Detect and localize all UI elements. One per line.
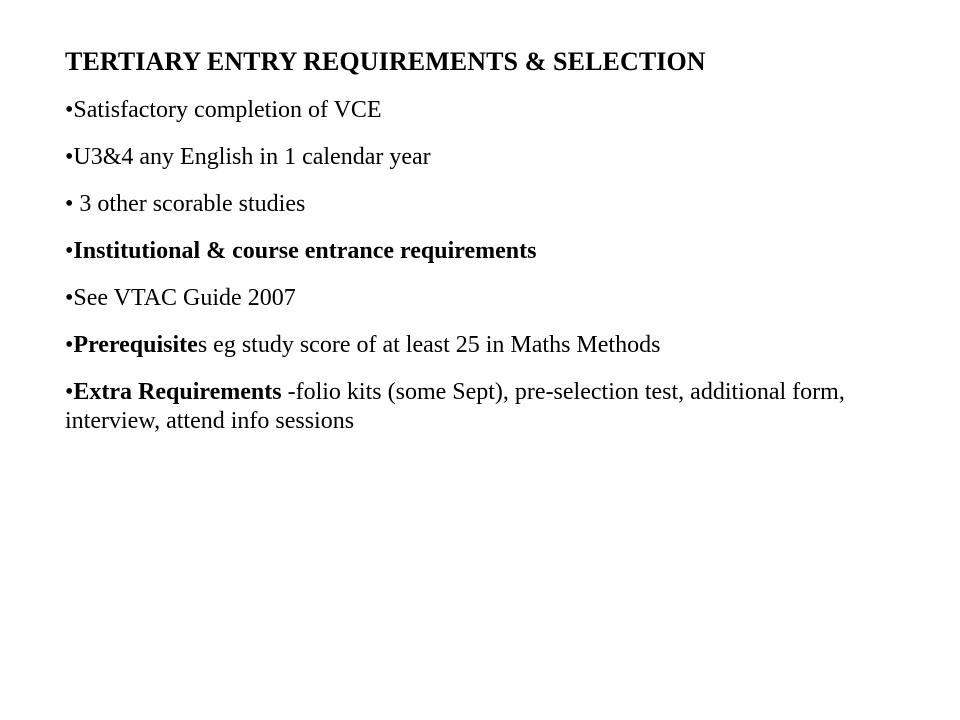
bullet-text: See VTAC Guide 2007 bbox=[73, 285, 296, 311]
bullet-text: s eg study score of at least 25 in Maths Methods bbox=[197, 332, 661, 358]
bullet-text: Satisfactory completion of VCE bbox=[73, 97, 382, 123]
bullet-text: U3&4 any English in 1 calendar year bbox=[73, 144, 431, 170]
bullet-item bbox=[65, 190, 915, 219]
bullet-bold-text: Institutional & course entrance requirements bbox=[73, 238, 537, 264]
bullet-marker: • bbox=[65, 144, 74, 170]
bullet-bold-text: Extra Requirements bbox=[73, 379, 282, 405]
bullet-marker: • bbox=[65, 97, 74, 123]
bullet-marker: • bbox=[65, 285, 74, 311]
bullet-item bbox=[65, 284, 915, 313]
bullet-item bbox=[65, 96, 915, 125]
slide-content bbox=[65, 46, 915, 454]
bullet-item bbox=[65, 143, 915, 172]
bullet-text: 3 other scorable studies bbox=[73, 191, 306, 217]
slide-title: TERTIARY ENTRY REQUIREMENTS & SELECTION bbox=[65, 47, 706, 76]
bullet-text: -folio kits (some Sept), pre-selection test, additional form, interview, attend info sessions bbox=[65, 379, 845, 434]
bullet-marker: • bbox=[65, 332, 74, 358]
bullet-marker: • bbox=[65, 238, 74, 264]
bullet-list bbox=[65, 96, 915, 436]
bullet-marker: • bbox=[65, 191, 74, 217]
bullet-bold-text: Prerequisite bbox=[73, 332, 198, 358]
bullet-item bbox=[65, 378, 915, 436]
bullet-item bbox=[65, 331, 915, 360]
bullet-marker: • bbox=[65, 379, 74, 405]
bullet-item bbox=[65, 237, 915, 266]
